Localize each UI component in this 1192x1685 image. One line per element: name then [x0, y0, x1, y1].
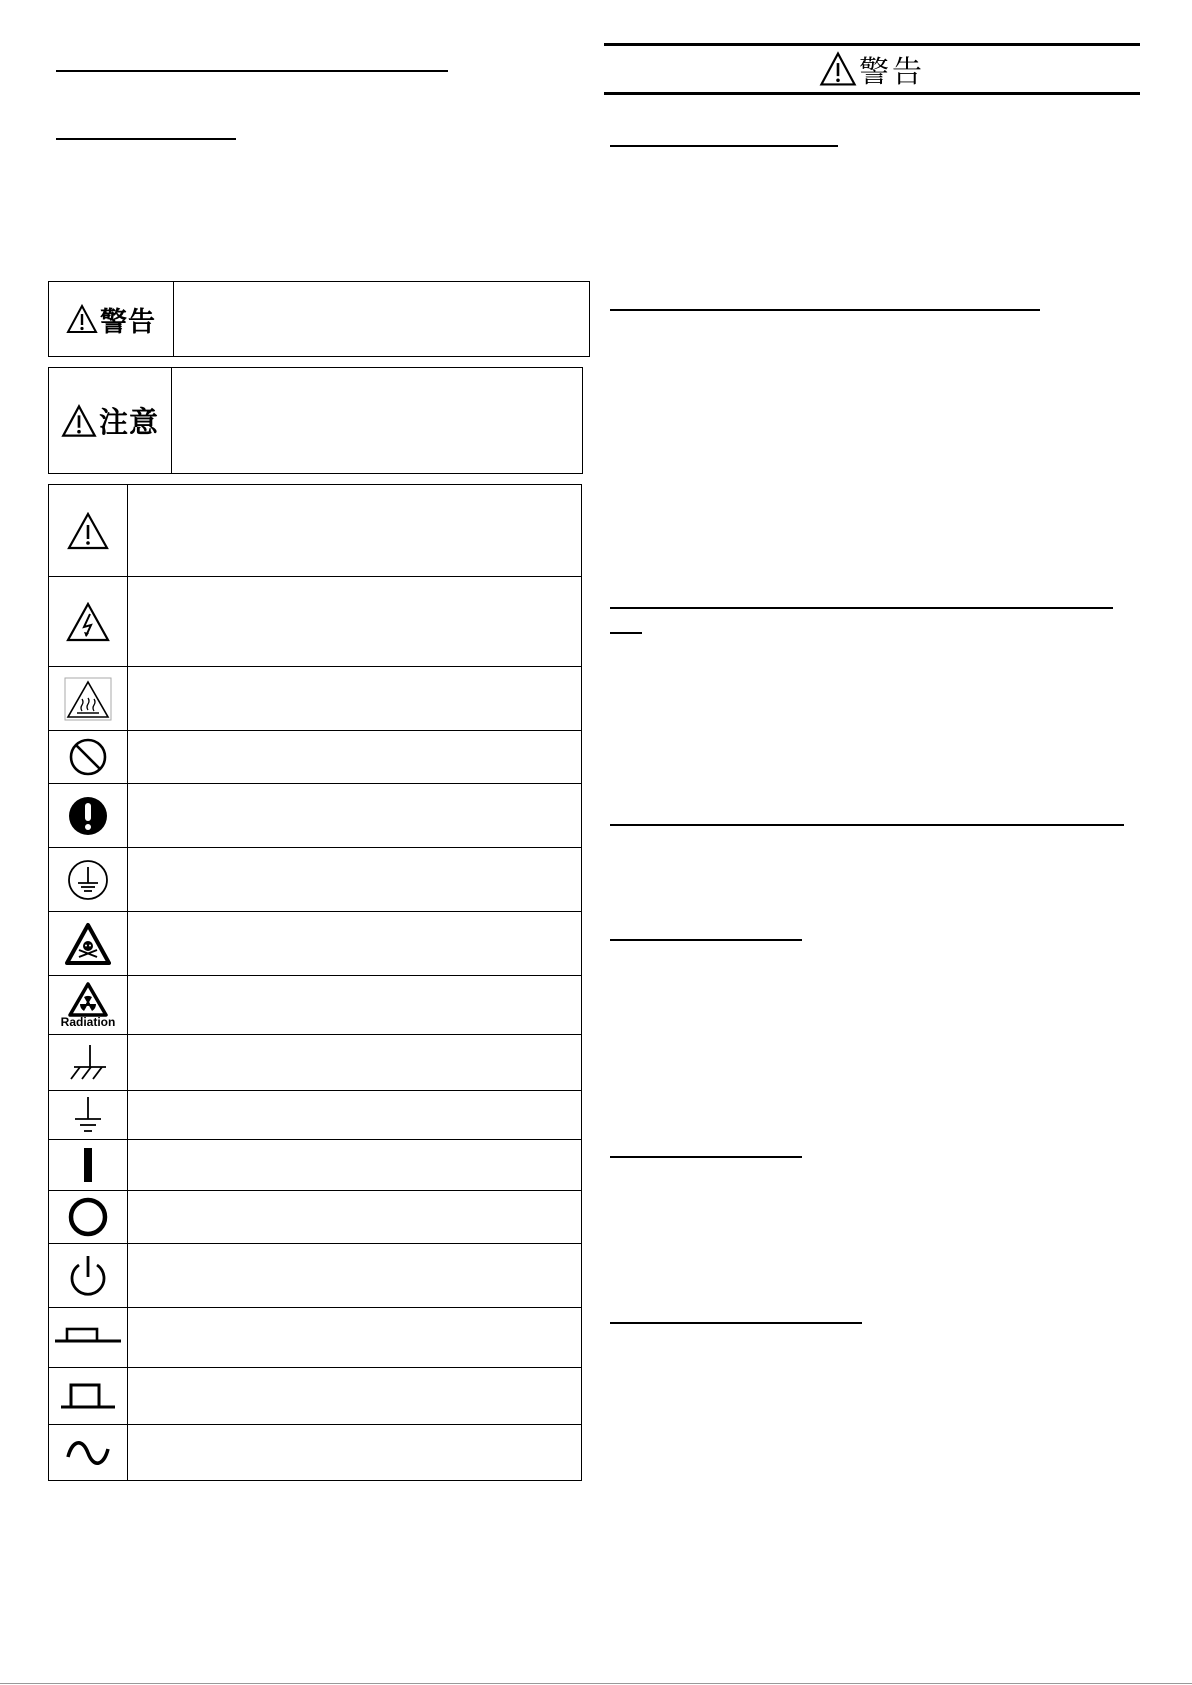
mandatory-action-icon	[68, 796, 108, 836]
caution-definition-box	[48, 367, 583, 474]
table-row	[49, 731, 582, 784]
table-row	[49, 784, 582, 848]
warning-triangle-icon	[61, 404, 97, 438]
prohibited-icon	[68, 737, 108, 777]
section-heading-underline	[610, 1322, 862, 1324]
symbol-description	[128, 731, 582, 784]
symbol-description	[128, 577, 582, 667]
button-in-icon	[57, 1379, 119, 1413]
caution-label-cell	[49, 368, 172, 473]
standby-icon	[66, 1253, 110, 1299]
symbol-description	[128, 1191, 582, 1244]
symbol-table	[48, 484, 582, 1481]
caution-label: 注意	[98, 405, 159, 439]
section-heading-underline	[610, 1156, 802, 1158]
table-row	[49, 485, 582, 577]
symbol-description	[128, 1425, 582, 1481]
table-row	[49, 1035, 582, 1091]
power-on-icon	[78, 1145, 98, 1185]
radiation-caption: Radiation	[60, 1015, 116, 1029]
table-row	[49, 1425, 582, 1481]
symbol-description	[128, 848, 582, 912]
table-row	[49, 1091, 582, 1140]
toxic-hazard-icon	[65, 922, 111, 966]
symbol-description	[128, 1308, 582, 1368]
table-row	[49, 848, 582, 912]
warning-banner	[604, 43, 1140, 95]
symbol-description	[128, 485, 582, 577]
warning-label-cell	[49, 282, 174, 356]
symbol-description	[128, 1091, 582, 1140]
warning-definition-box	[48, 281, 590, 357]
symbol-description	[128, 912, 582, 976]
radiation-hazard-icon	[68, 982, 108, 1018]
table-row	[49, 1308, 582, 1368]
section-heading-underline	[610, 939, 802, 941]
symbol-description	[128, 1035, 582, 1091]
chassis-ground-icon	[64, 1043, 112, 1083]
table-row	[49, 1191, 582, 1244]
table-row	[49, 1244, 582, 1308]
symbol-description	[128, 784, 582, 848]
symbol-description	[128, 976, 582, 1035]
hot-surface-icon	[64, 677, 112, 721]
section-heading-underline	[610, 309, 1040, 311]
warning-banner-label: 警告	[859, 55, 925, 90]
heading-underline-1	[56, 70, 448, 72]
page-bottom-edge	[0, 1683, 1192, 1684]
button-out-icon	[55, 1323, 121, 1353]
symbol-description	[128, 667, 582, 731]
table-row	[49, 976, 582, 1035]
table-row	[49, 912, 582, 976]
table-row	[49, 1368, 582, 1425]
alternating-current-icon	[64, 1433, 112, 1473]
heading-underline-2	[56, 138, 236, 140]
section-heading-underline	[610, 632, 642, 634]
warning-triangle-icon	[66, 304, 98, 334]
warning-triangle-icon	[819, 51, 857, 87]
symbol-description	[128, 1140, 582, 1191]
section-heading-underline	[610, 607, 1113, 609]
symbol-description	[128, 1368, 582, 1425]
table-row	[49, 577, 582, 667]
general-warning-triangle-icon	[67, 512, 109, 550]
power-off-icon	[66, 1195, 110, 1239]
warning-label: 警告	[100, 306, 156, 338]
section-heading-underline	[610, 824, 1124, 826]
protective-earth-icon	[67, 859, 109, 901]
section-heading-underline	[610, 145, 838, 147]
earth-ground-icon	[68, 1095, 108, 1135]
table-row	[49, 667, 582, 731]
table-row	[49, 1140, 582, 1191]
symbol-description	[128, 1244, 582, 1308]
electric-shock-triangle-icon	[66, 602, 110, 642]
